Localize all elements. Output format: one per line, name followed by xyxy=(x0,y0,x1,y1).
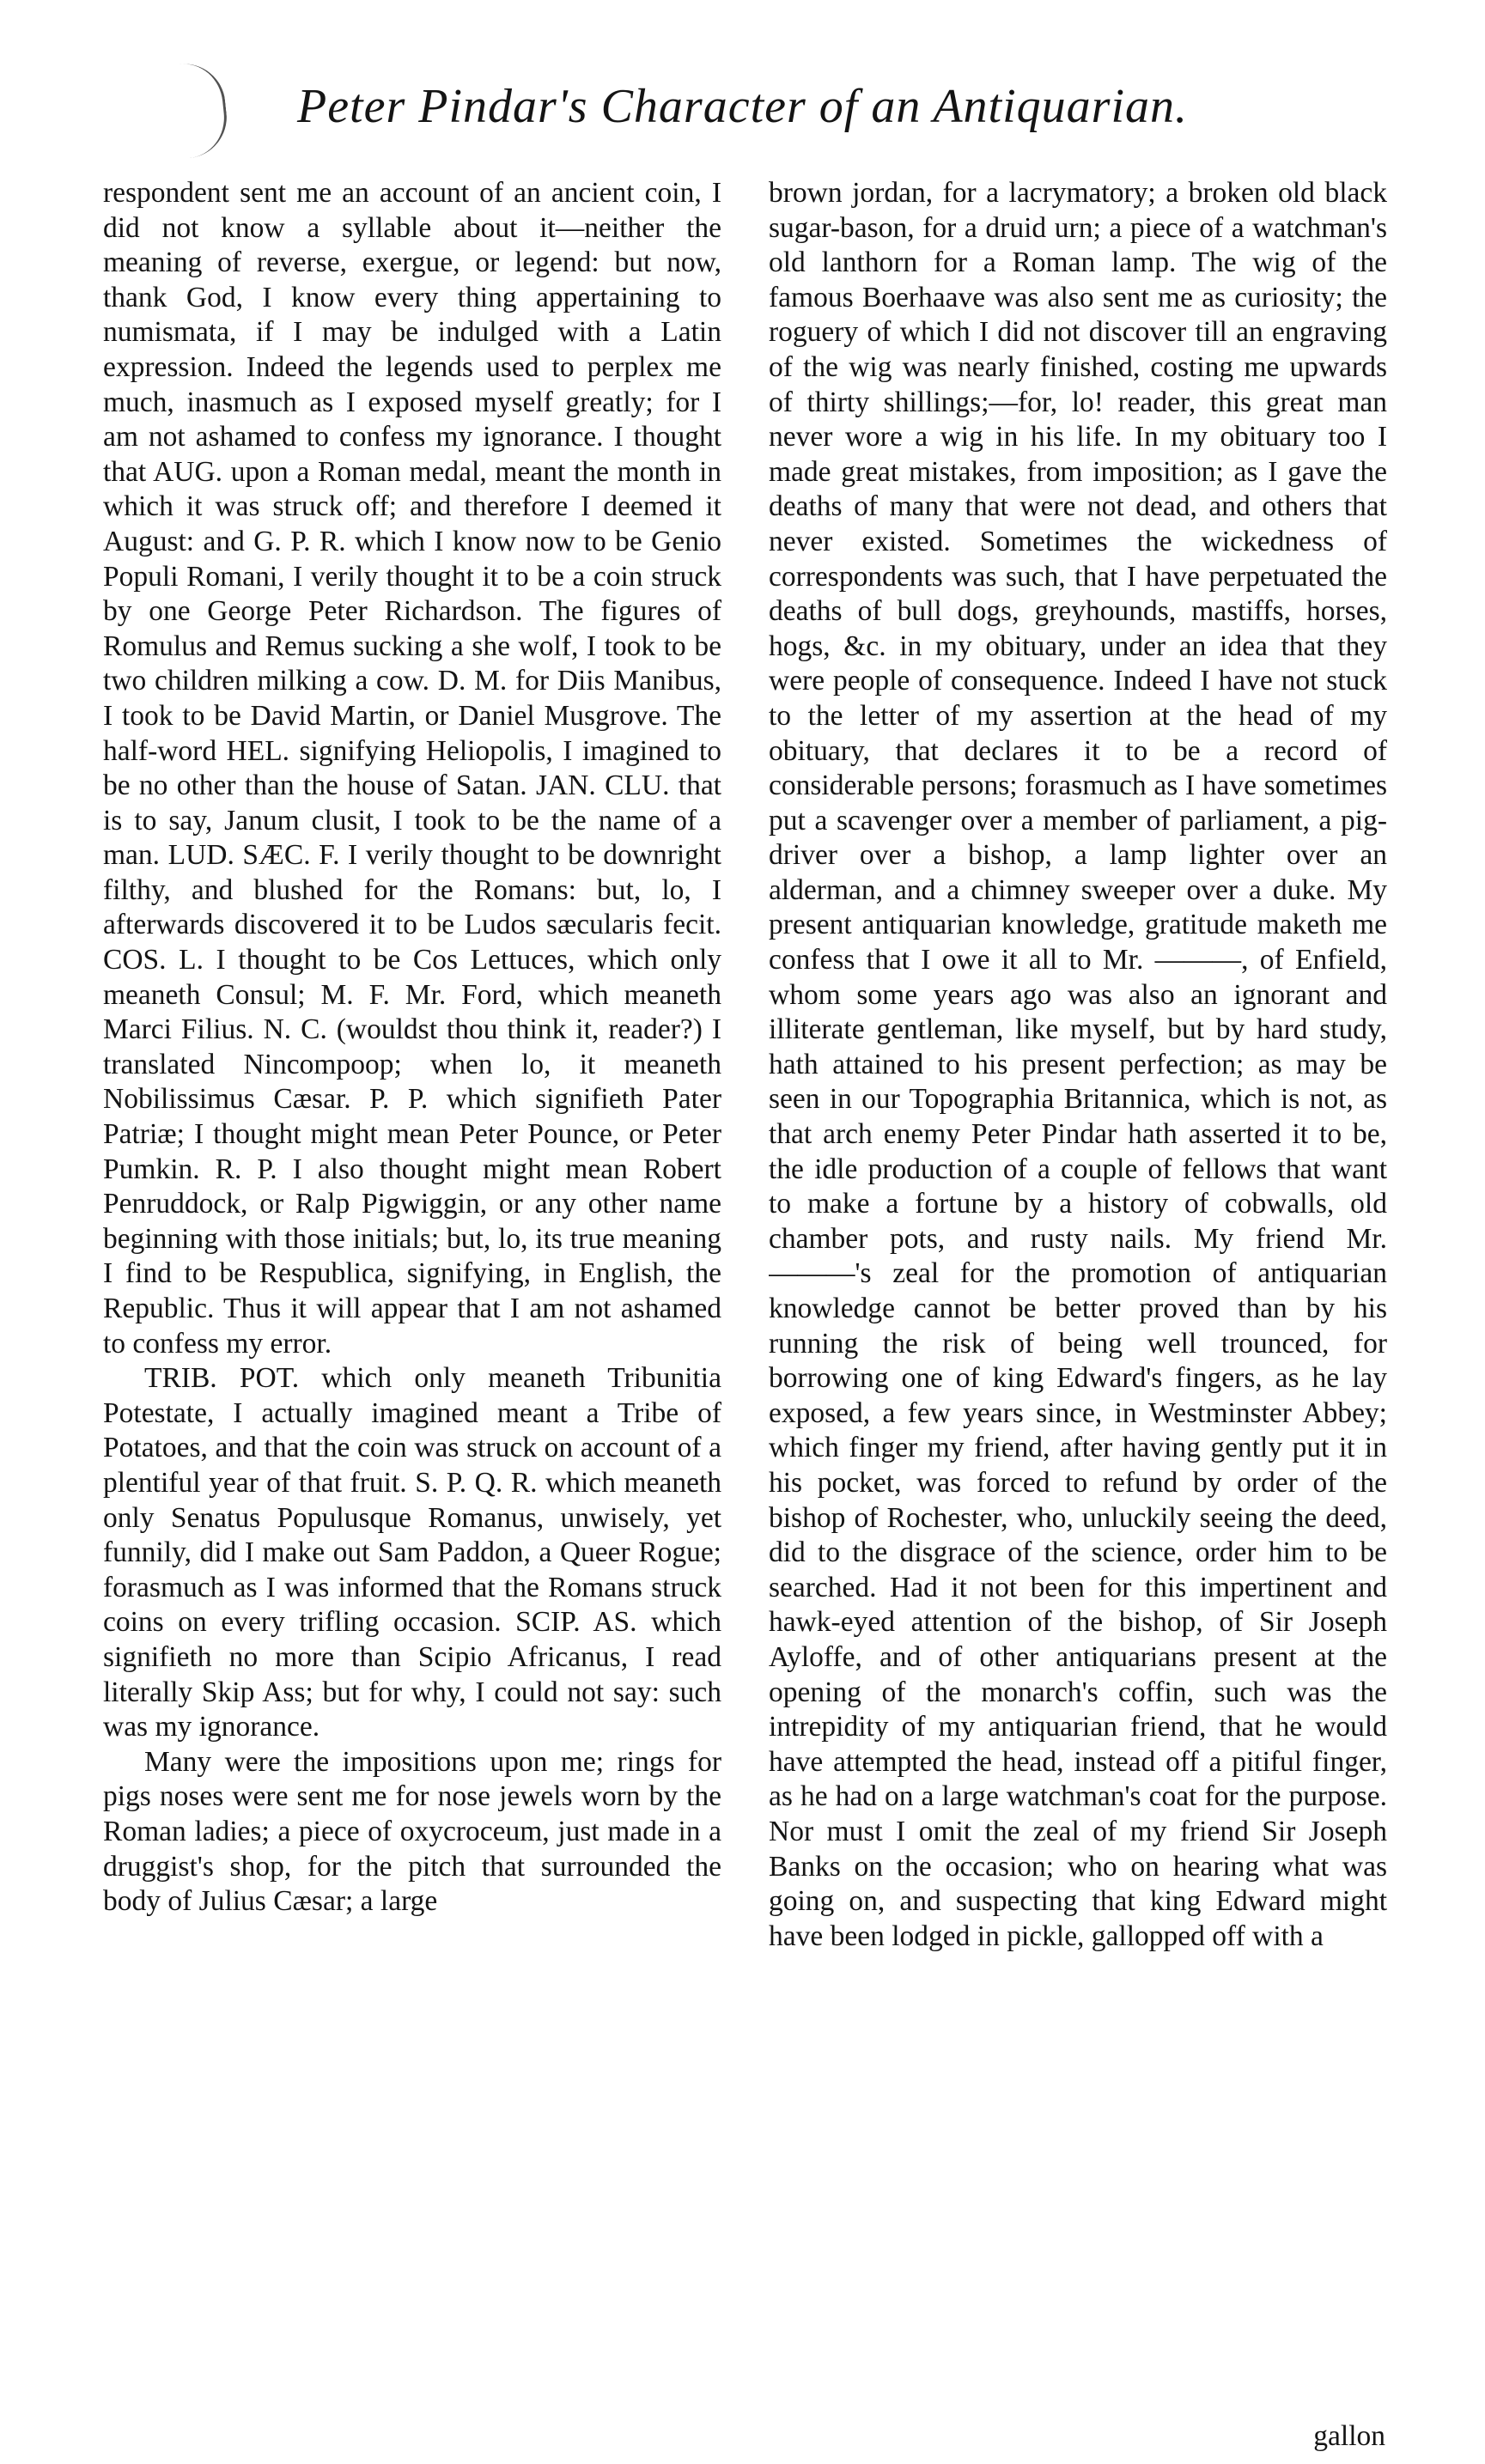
paragraph: brown jordan, for a lacrymatory; a broken old black sugar-bason, for a druid urn; a piece of a watchman's old lanthorn for a Roman lamp. The wig of the famous Boerhaave was also sent me as curiosity; the roguery of which I did not discover till an engraving of the wig was nearly finished, costing me upwards of thirty shillings;—for, lo! reader, this great man never wore a wig in his life. In my obituary too I made great mistakes, from imposition; as I gave the deaths of many that were not dead, and others that never existed. Sometimes the wickedness of correspondents was such, that I have perpetuated the deaths of bull dogs, greyhounds, mastiffs, horses, hogs, &c. in my obituary, under an idea that they were people of consequence. Indeed I have not stuck to the letter of my assertion at the head of my obituary, that declares it to be a record of considerable persons; forasmuch as I have sometimes put a scavenger over a member of parliament, a pig-driver over a bishop, a lamp lighter over an alderman, and a chimney sweeper over a duke. My present antiquarian knowledge, gratitude maketh me confess that I owe it all to Mr. ———, of Enfield, whom some years ago was also an ignorant and illiterate gentleman, like myself, but by hard study, hath attained to his present perfection; as may be seen in our Topographia Britannica, which is not, as that arch enemy Peter Pindar hath asserted it to be, the idle production of a couple of fellows that want to make a fortune by a history of cobwalls, old chamber pots, and rusty nails. My friend Mr. ———'s zeal for the promotion of antiquarian knowledge cannot be better proved than by his running the risk of being well trounced, for borrowing one of king Edward's fingers, as he lay exposed, a few years since, in Westminster Abbey; which finger my friend, after having gently put it in his pocket, was forced to refund by order of the bishop of Rochester, who, unluckily seeing the deed, did to the disgrace of the science, order him to be searched. Had it not been for this impertinent and hawk-eyed attention of the bishop, of Sir Joseph Ayloffe, and of other antiquarians present at the opening of the monarch's coffin, such was the intrepidity of my antiquarian friend, that he would have attempted the head, instead off a pitiful finger, as he had on a large watchman's coat for the purpose. Nor must I omit the zeal of my friend Sir Joseph Banks on the occasion; who on hearing what was going on, and suspecting that king Edward might have been lodged in pickle, gallopped off with a xyxy=(769,177,1387,1952)
catchword: gallon xyxy=(1313,2420,1385,2452)
paragraph: TRIB. POT. which only meaneth Tribunitia Potestate, I actually imagined meant a Tribe of Potatoes, and that the coin was struck on account of a plentiful year of that fruit. S. P. Q. R. which meaneth only Senatus Populusque Romanus, unwisely, yet funnily, did I make out Sam Paddon, a Queer Rogue; forasmuch as I was informed that the Romans struck coins on every trifling occasion. SCIP. AS. which signifieth no more than Scipio Africanus, I read literally Skip Ass; but for why, I could not say: such was my ignorance. xyxy=(103,1362,721,1743)
paragraph: respondent sent me an account of an ancient coin, I did not know a syllable about it—neither the meaning of reverse, exergue, or legend: but now, thank God, I know every thing appertaining to numismata, if I may be indulged with a Latin expression. Indeed the legends used to perplex me much, inasmuch as I exposed myself greatly; for I am not ashamed to confess my ignorance. I thought that AUG. upon a Roman medal, meant the month in which it was struck off; and therefore I deemed it August: and G. P. R. which I know now to be Genio Populi Romani, I verily thought it to be a coin struck by one George Peter Richardson. The figures of Romulus and Remus sucking a she wolf, I took to be two children milking a cow. D. M. for Diis Manibus, I took to be David Martin, or Daniel Musgrove. The half-word HEL. signifying Heliopolis, I imagined to be no other than the house of Satan. JAN. CLU. that is to say, Janum clusit, I took to be the name of a man. LUD. SÆC. F. I verily thought to be downright filthy, and blushed for the Romans: but, lo, I afterwards discovered it to be Ludos sæcularis fecit. COS. L. I thought to be Cos Lettuces, which only meaneth Consul; M. F. Mr. Ford, which meaneth Marci Filius. N. C. (wouldst thou think it, reader?) I translated Nincompoop; when lo, it meaneth Nobilissimus Cæsar. P. P. which signifieth Pater Patriæ; I thought might mean Peter Pounce, or Peter Pumkin. R. P. I also thought might mean Robert Penruddock, or Ralp Pigwiggin, or any other name beginning with those initials; but, lo, its true meaning I find to be Respublica, signifying, in English, the Republic. Thus it will appear that I am not ashamed to confess my error. xyxy=(103,177,721,1360)
paragraph: Many were the impositions upon me; rings for pigs noses were sent me for nose jewels worn by the Roman ladies; a piece of oxycroceum, just made in a druggist's shop, for the pitch that surrounded the body of Julius Cæsar; a large xyxy=(103,1745,721,1918)
left-column xyxy=(103,176,721,2426)
page-title: Peter Pindar's Character of an Antiquarian. xyxy=(296,80,1189,133)
right-column xyxy=(769,176,1387,2426)
